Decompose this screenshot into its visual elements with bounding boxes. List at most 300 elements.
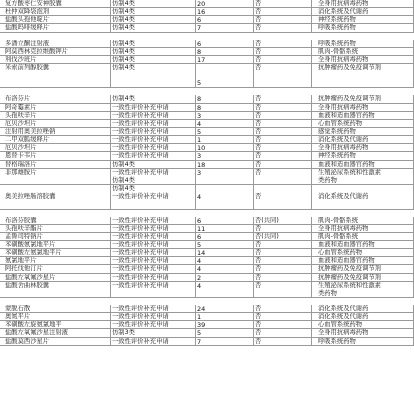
flag-cell [254,217,312,224]
category-cell-text: 抗肿瘤药及免疫调节剂 [318,63,381,71]
flag-cell [254,104,312,111]
category-cell [312,233,414,240]
flag-cell [254,249,312,256]
category-cell-text: 呼吸系统药物 [318,39,356,47]
quantity-cell-text: 3 [197,111,202,119]
registration-type-cell-text: 仿制4类 [112,95,135,103]
quantity-cell-text: 18 [197,160,206,168]
category-cell-text: 消化系统及代谢药 [318,313,369,321]
flag-cell-text: 否 [255,249,262,257]
flag-cell-text: 否 [255,136,262,144]
drug-name-cell [0,120,111,127]
drug-name-cell-text: 盐酸头孢他啶片 [5,16,50,24]
quantity-cell-text: 2 [197,273,202,281]
flag-cell [254,274,312,281]
flag-cell [254,233,312,240]
quantity-cell-text: 4 [197,281,202,290]
flag-cell [254,112,312,119]
registration-type-cell [111,24,196,31]
quantity-cell-text: 4 [197,257,202,265]
drug-name-cell [0,128,111,135]
registration-type-cell-line: 一致性评价补充申请 [112,281,169,289]
quantity-cell-text: 4 [197,192,202,201]
registration-type-cell-text: 一致性评价补充申请 [112,257,169,265]
flag-cell-text: 否 [255,95,262,103]
quantity-cell [196,305,254,312]
quantity-cell-text: 24 [197,304,206,313]
flag-cell-text: 否 [255,24,262,32]
registration-type-cell-text: 一致性评价补充申请 [112,111,169,119]
quantity-cell-text: 6 [197,39,202,47]
flag-cell-text: 否 [255,103,262,111]
drug-name-cell-text: 苯磺酸左氨氯地平片 [5,249,62,257]
drug-name-cell [0,217,111,224]
registration-type-cell-text: 仿制4类 [112,16,135,24]
table-row [0,16,414,24]
category-cell [312,120,414,127]
table-row [0,128,414,136]
registration-type-cell [111,112,196,119]
flag-cell [254,305,312,312]
drug-name-cell-text: 蒙脱石散 [5,304,31,312]
category-cell [312,265,414,272]
registration-type-cell [111,233,196,240]
drug-name-cell [0,265,111,272]
quantity-cell-text: 17 [197,55,206,63]
category-cell [312,338,414,345]
drug-name-cell [0,56,111,63]
category-cell [312,169,414,184]
registration-type-cell-text: 一致性评价补充申请 [112,136,169,144]
flag-cell [254,282,312,297]
drug-name-cell-text: 非那雄胺片 [5,168,37,176]
registration-type-cell-text: 一致性评价补充申请 [112,152,169,160]
flag-cell-text: 否 [255,47,262,55]
registration-type-cell-text: 仿制4类 [112,24,135,32]
drug-name-cell [0,249,111,256]
category-cell-text: 全身用抗病毒药物 [318,224,369,232]
drug-name-cell [0,282,111,297]
quantity-cell-text: 1 [197,136,202,144]
quantity-cell [196,0,254,7]
quantity-cell [196,169,254,184]
flag-cell [254,152,312,159]
registration-type-cell-text: 仿制4类 [112,160,135,168]
category-cell [312,321,414,328]
registration-type-cell-text: 仿制4类 [112,47,135,55]
flag-cell [254,40,312,47]
drug-name-cell-text: 替格瑞洛片 [5,160,37,168]
drug-name-cell [0,161,111,168]
table-row [0,0,414,8]
drug-name-cell-text: 杜仲双降袋泡剂 [5,8,50,16]
registration-type-cell [111,241,196,248]
quantity-cell-text: 8 [197,47,202,55]
flag-cell-text: 否(共同) [255,216,279,224]
drug-name-cell-text: 盐酸舍曲林胶囊 [5,281,50,289]
quantity-cell [196,24,254,31]
category-cell-text: 心血管系统药物 [318,321,363,329]
table-row [0,225,414,233]
drug-name-cell-text: 盐酸左氧氟沙星片 [5,273,56,281]
quantity-cell [196,217,254,224]
flag-cell [254,0,312,7]
flag-cell-text: 否 [255,119,262,127]
registration-type-cell [111,0,196,7]
category-cell [312,95,414,102]
flag-cell [254,321,312,328]
quantity-cell [196,40,254,47]
category-cell [312,24,414,31]
drug-name-cell [0,233,111,240]
table-row [0,169,414,185]
registration-type-cell [111,274,196,281]
flag-cell-text: 否 [255,329,262,337]
flag-cell [254,16,312,23]
table-row [0,95,414,103]
drug-name-cell-text: 复方酸枣仁安神胶囊 [5,0,62,7]
quantity-cell [196,48,254,55]
registration-type-cell [111,64,196,88]
flag-cell-text: 否 [255,321,262,329]
flag-cell-text: 否 [255,144,262,152]
flag-cell [254,120,312,127]
quantity-cell-text: 7 [197,337,202,345]
registration-type-cell-text: 仿制4类 [112,0,135,7]
flag-cell-text: 否 [255,313,262,321]
quantity-cell [196,128,254,135]
quantity-cell [196,233,254,240]
registration-type-cell-text: 一致性评价补充申请 [112,103,169,111]
flag-cell-text: 否(共同) [255,232,279,240]
registration-type-cell [111,169,196,184]
row-spacer [0,210,414,217]
quantity-cell-text: 3 [197,152,202,160]
quantity-cell [196,257,254,264]
drug-name-cell [0,64,111,88]
category-cell [312,305,414,312]
registration-type-cell [111,217,196,224]
flag-cell [254,225,312,232]
category-cell-text: 全身用抗病毒药物 [318,0,369,7]
quantity-cell [196,120,254,127]
registration-type-cell [111,282,196,297]
flag-cell-text: 否 [255,265,262,273]
flag-cell [254,338,312,345]
quantity-cell [196,338,254,345]
registration-type-cell-text: 一致性评价补充申请 [112,240,169,248]
category-cell-text: 消化系统及代谢药 [318,136,369,144]
category-cell [312,144,414,151]
registration-type-cell [111,144,196,151]
quantity-cell [196,274,254,281]
category-cell-text: 心血管系统药物 [318,249,363,257]
registration-type-cell [111,329,196,336]
registration-type-cell-text: 一致性评价补充申请 [112,216,169,224]
category-cell-text: 全身用抗病毒药物 [318,55,369,63]
registration-type-cell [111,161,196,168]
drug-name-cell-text: 米索前列醇胶囊 [5,63,50,71]
registration-type-cell-text: 一致性评价补充申请 [112,313,169,321]
category-cell-text: 心血管系统药物 [318,119,363,127]
flag-cell [254,64,312,88]
table-row [0,185,414,210]
registration-type-cell-text: 仿制4类 [112,39,135,47]
registration-type-cell-text: 一致性评价补充申请 [112,144,169,152]
registration-type-cell-text: 一致性评价补充申请 [112,265,169,273]
category-cell [312,217,414,224]
drug-name-cell [0,225,111,232]
category-cell [312,161,414,168]
registration-type-cell-line: 仿制4类 [112,176,135,184]
flag-cell [254,169,312,184]
flag-cell-text: 否 [255,168,262,176]
registration-type-cell-text: 一致性评价补充申请 [112,224,169,232]
quantity-cell-text: 8 [197,103,202,111]
quantity-cell [196,16,254,23]
flag-cell [254,257,312,264]
drug-name-cell [0,329,111,336]
category-cell-line: 生殖泌尿系统和性激素 [318,281,381,289]
quantity-cell-text: 6 [197,16,202,24]
quantity-cell [196,136,254,143]
registration-type-cell-text: 一致性评价补充申请 [112,119,169,127]
drug-name-cell-text: 头孢呋辛酯片 [5,224,43,232]
table-row [0,329,414,337]
drug-name-cell [0,112,111,119]
flag-cell [254,8,312,15]
quantity-cell-text: 11 [197,224,206,232]
registration-type-cell-text: 仿制3类 [112,329,135,337]
flag-cell-text: 否 [255,16,262,24]
drug-name-cell [0,274,111,281]
category-cell-text: 全身用抗病毒药物 [318,329,369,337]
drug-name-cell-text: 奥氮平片 [5,313,31,321]
table-row [0,257,414,265]
registration-type-cell [111,40,196,47]
table-row [0,152,414,160]
flag-cell [254,136,312,143]
drug-name-cell [0,95,111,102]
drug-name-cell-text: 布洛芬胶囊 [5,216,37,224]
registration-type-cell [111,265,196,272]
registration-type-cell-text: 一致性评价补充申请 [112,273,169,281]
registration-type-cell [111,338,196,345]
category-cell-text: 消化系统及代谢药 [318,304,369,312]
drug-name-cell [0,24,111,31]
category-cell [312,282,414,297]
flag-cell [254,24,312,31]
registration-type-cell-text: 一致性评价补充申请 [112,232,169,240]
table-row [0,305,414,313]
flag-cell-text: 否 [255,273,262,281]
drug-name-cell [0,321,111,328]
table-row [0,321,414,329]
flag-cell [254,241,312,248]
category-cell-text: 神经系统药物 [318,152,356,160]
registration-type-cell [111,16,196,23]
category-cell-text: 消化系统及代谢药 [318,192,369,200]
quantity-cell-text: 6 [197,216,202,224]
drug-name-cell-text: 注射用奥美拉唑钠 [5,128,56,136]
flag-cell-text: 否 [255,55,262,63]
registration-type-cell [111,225,196,232]
registration-type-cell-line [112,80,135,87]
flag-cell-text: 否 [255,160,262,168]
category-cell-text: 血液和造血器官药物 [318,240,375,248]
category-cell [312,104,414,111]
registration-type-cell [111,185,196,209]
drug-name-cell-text: 奥美拉唑肠溶胶囊 [5,192,56,200]
drug-name-cell-text: 氨氯地平片 [5,257,37,265]
registration-type-cell-line: 一致性评价补充申请 [112,168,169,176]
quantity-cell [196,112,254,119]
quantity-cell-text: 16 [197,8,206,16]
category-cell-text: 血液和造血器官药物 [318,160,375,168]
drug-name-cell-text: 头孢呋辛片 [5,111,37,119]
quantity-cell-text: 39 [197,321,206,329]
table-row [0,144,414,152]
category-cell [312,249,414,256]
drug-name-cell [0,16,111,23]
category-cell-text: 消化系统及代谢药 [318,8,369,16]
registration-type-cell [111,257,196,264]
drug-name-cell [0,8,111,15]
registration-type-cell-text: 仿制4类 [112,8,135,16]
quantity-cell [196,8,254,15]
drug-name-cell-text: 阿莫西林克拉维酸钾片 [5,47,68,55]
quantity-cell [196,144,254,151]
row-spacer [0,88,414,95]
category-cell [312,136,414,143]
category-cell [312,313,414,320]
flag-cell [254,185,312,209]
quantity-cell-text: 20 [197,0,206,8]
category-cell [312,16,414,23]
drug-name-cell [0,48,111,55]
quantity-cell-text: 5 [197,79,202,88]
registration-type-cell-text: 仿制4类 [112,55,135,63]
table-row [0,233,414,241]
table-row [0,313,414,321]
registration-type-cell-line [112,201,169,208]
table-row [0,104,414,112]
drug-name-cell [0,136,111,143]
category-cell-text: 呼吸系统药物 [318,24,356,32]
drug-name-cell-text: 苯磺酸氨氯地平片 [5,240,56,248]
category-cell-text: 血液和造血器官药物 [318,111,375,119]
quantity-cell [196,241,254,248]
table-row [0,64,414,89]
registration-type-cell [111,321,196,328]
quantity-cell-text: 5 [197,128,202,136]
quantity-cell-text: 5 [197,329,202,337]
table-row [0,338,414,346]
category-cell [312,64,414,88]
category-cell-text: 肌肉-骨骼系统 [318,216,359,224]
quantity-cell [196,329,254,336]
table-row [0,241,414,249]
drug-name-cell [0,257,111,264]
quantity-cell-text: 4 [197,119,202,128]
drug-name-cell [0,185,111,209]
drug-name-cell [0,313,111,320]
registration-type-cell-line: 仿制4类 [112,63,135,71]
table-row [0,112,414,120]
quantity-cell [196,225,254,232]
quantity-cell-text: 10 [197,144,206,152]
drug-name-cell-text: 孟鲁司特钠片 [5,232,43,240]
flag-cell-text: 否 [255,63,262,71]
registration-type-cell [111,56,196,63]
category-cell [312,241,414,248]
category-cell-text: 肌肉-骨骼系统 [318,47,359,55]
drug-name-cell-text: 苯磺酸左旋氨氯地平 [5,321,62,329]
flag-cell-text: 否 [255,192,262,200]
flag-cell [254,144,312,151]
category-cell-text: 全身用抗病毒药物 [318,144,369,152]
category-cell [312,0,414,7]
quantity-cell-text: 1 [197,313,202,321]
flag-cell-text: 否 [255,152,262,160]
flag-cell-text: 否 [255,224,262,232]
quantity-cell [196,185,254,209]
table-row [0,136,414,144]
registration-type-cell [111,128,196,135]
quantity-cell-text: 14 [197,249,206,257]
registration-type-cell [111,313,196,320]
table-row [0,120,414,128]
flag-cell-text: 否 [255,111,262,119]
flag-cell [254,329,312,336]
category-cell [312,40,414,47]
drug-name-cell [0,152,111,159]
category-cell [312,8,414,15]
flag-cell [254,265,312,272]
quantity-cell [196,95,254,102]
quantity-cell [196,161,254,168]
category-cell [312,112,414,119]
flag-cell-text: 否 [255,240,262,248]
quantity-cell [196,64,254,88]
quantity-cell [196,321,254,328]
drug-name-cell-text: 阿托伐他汀片 [5,265,43,273]
category-cell-line: 类药物 [318,289,337,297]
category-cell [312,225,414,232]
flag-cell [254,161,312,168]
quantity-cell [196,313,254,320]
category-cell-line: 类药物 [318,176,337,184]
drug-name-cell-text: 盐酸吗啡缓释片 [5,24,50,32]
table-row [0,40,414,48]
drug-name-cell [0,241,111,248]
category-cell-text: 血液和造血器官药物 [318,257,375,265]
quantity-cell [196,56,254,63]
flag-cell-text: 否 [255,257,262,265]
table-row [0,265,414,273]
category-cell-text: 肌肉-骨骼系统 [318,232,359,240]
category-cell-text: 抗肿瘤药及免疫调节剂 [318,95,381,103]
category-cell [312,274,414,281]
drug-name-cell-text: 厄贝沙坦片 [5,144,37,152]
drug-name-cell-text: 布洛芬片 [5,95,31,103]
table-row [0,56,414,64]
table-row [0,48,414,56]
category-cell [312,152,414,159]
drug-name-cell-text: 恩替卡韦片 [5,152,37,160]
drug-name-cell [0,0,111,7]
registration-type-cell [111,104,196,111]
